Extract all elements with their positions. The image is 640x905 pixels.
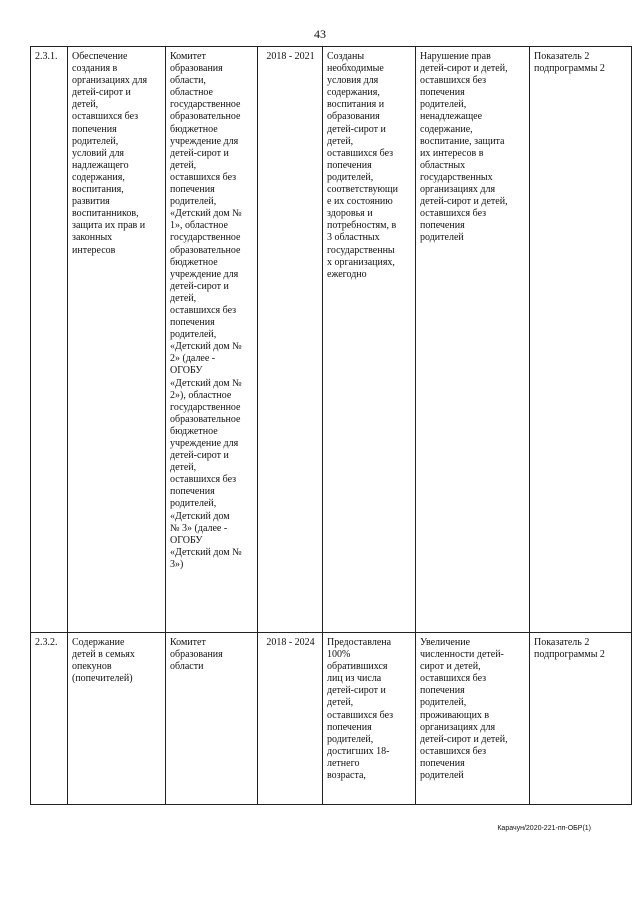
event-cell — [68, 47, 166, 633]
document-reference: Карачун/2020-221-пп-ОБР(1) — [497, 825, 591, 832]
executor-text: Комитет образования области, областное государственное образовательное бюджетное учреждение для детей-сирот и детей, оставшихся без попечения родителей, «Детский дом № 1», областное государственное образовательное бюджетное учреждение для детей-сирот и детей, оставшихся без попечения родителей, «Детский дом № 2» (далее - ОГОБУ «Детский дом № 2»), областное государственное образовательное бюджетное учреждение для детей-сирот и детей, оставшихся без попечения родителей, «Детский дом № 3» (далее - ОГОБУ «Детский дом № 3») — [170, 51, 242, 570]
result-cell — [323, 633, 416, 805]
executor-text: Комитет образования области — [170, 637, 223, 673]
result-cell — [323, 47, 416, 633]
indicator-cell — [530, 633, 632, 805]
indicator-text: Показатель 2 подпрограммы 2 — [534, 637, 605, 661]
row-number-cell — [31, 633, 68, 805]
indicator-cell — [530, 47, 632, 633]
program-activities-table — [30, 46, 632, 805]
indicator-text: Показатель 2 подпрограммы 2 — [534, 51, 605, 75]
row-number: 2.3.2. — [35, 637, 58, 648]
page-number: 43 — [314, 27, 326, 41]
event-cell — [68, 633, 166, 805]
table-row — [31, 633, 632, 805]
consequence-cell — [416, 633, 530, 805]
period-text: 2018 - 2024 — [266, 637, 315, 648]
event-text: Обеспечение создания в организациях для детей-сирот и детей, оставшихся без попечения родителей, условий для надлежащего содержания, воспитания, развития воспитанников, защита их прав и законных интересов — [72, 51, 148, 256]
row-number-cell — [31, 47, 68, 633]
executor-cell — [166, 633, 258, 805]
table-row — [31, 47, 632, 633]
period-text: 2018 - 2021 — [266, 51, 315, 62]
period-cell — [258, 47, 323, 633]
period-cell — [258, 633, 323, 805]
result-text: Предоставлена 100% обратившихся лиц из числа детей-сирот и детей, оставшихся без попечения родителей, достигших 18- летнего возраста, — [327, 637, 394, 782]
consequence-cell — [416, 47, 530, 633]
executor-cell — [166, 47, 258, 633]
result-text: Созданы необходимые условия для содержания, воспитания и образования детей-сирот и детей, оставшихся без попечения родителей, соответствующи е их состоянию здоровья и потребностям, в 3 областных государственны х организациях, ежегодно — [327, 51, 398, 280]
consequence-text: Увеличение численности детей- сирот и детей, оставшихся без попечения родителей, проживающих в организациях для детей-сирот и детей, оставшихся без попечения родителей — [420, 637, 508, 782]
row-number: 2.3.1. — [35, 51, 58, 62]
consequence-text: Нарушение прав детей-сирот и детей, оставшихся без попечения родителей, ненадлежащее содержание, воспитание, защита их интересов в областных государственных организациях для детей-сирот и детей, оставшихся без попечения родителей — [420, 51, 508, 244]
event-text: Содержание детей в семьях опекунов (попечителей) — [72, 637, 135, 685]
